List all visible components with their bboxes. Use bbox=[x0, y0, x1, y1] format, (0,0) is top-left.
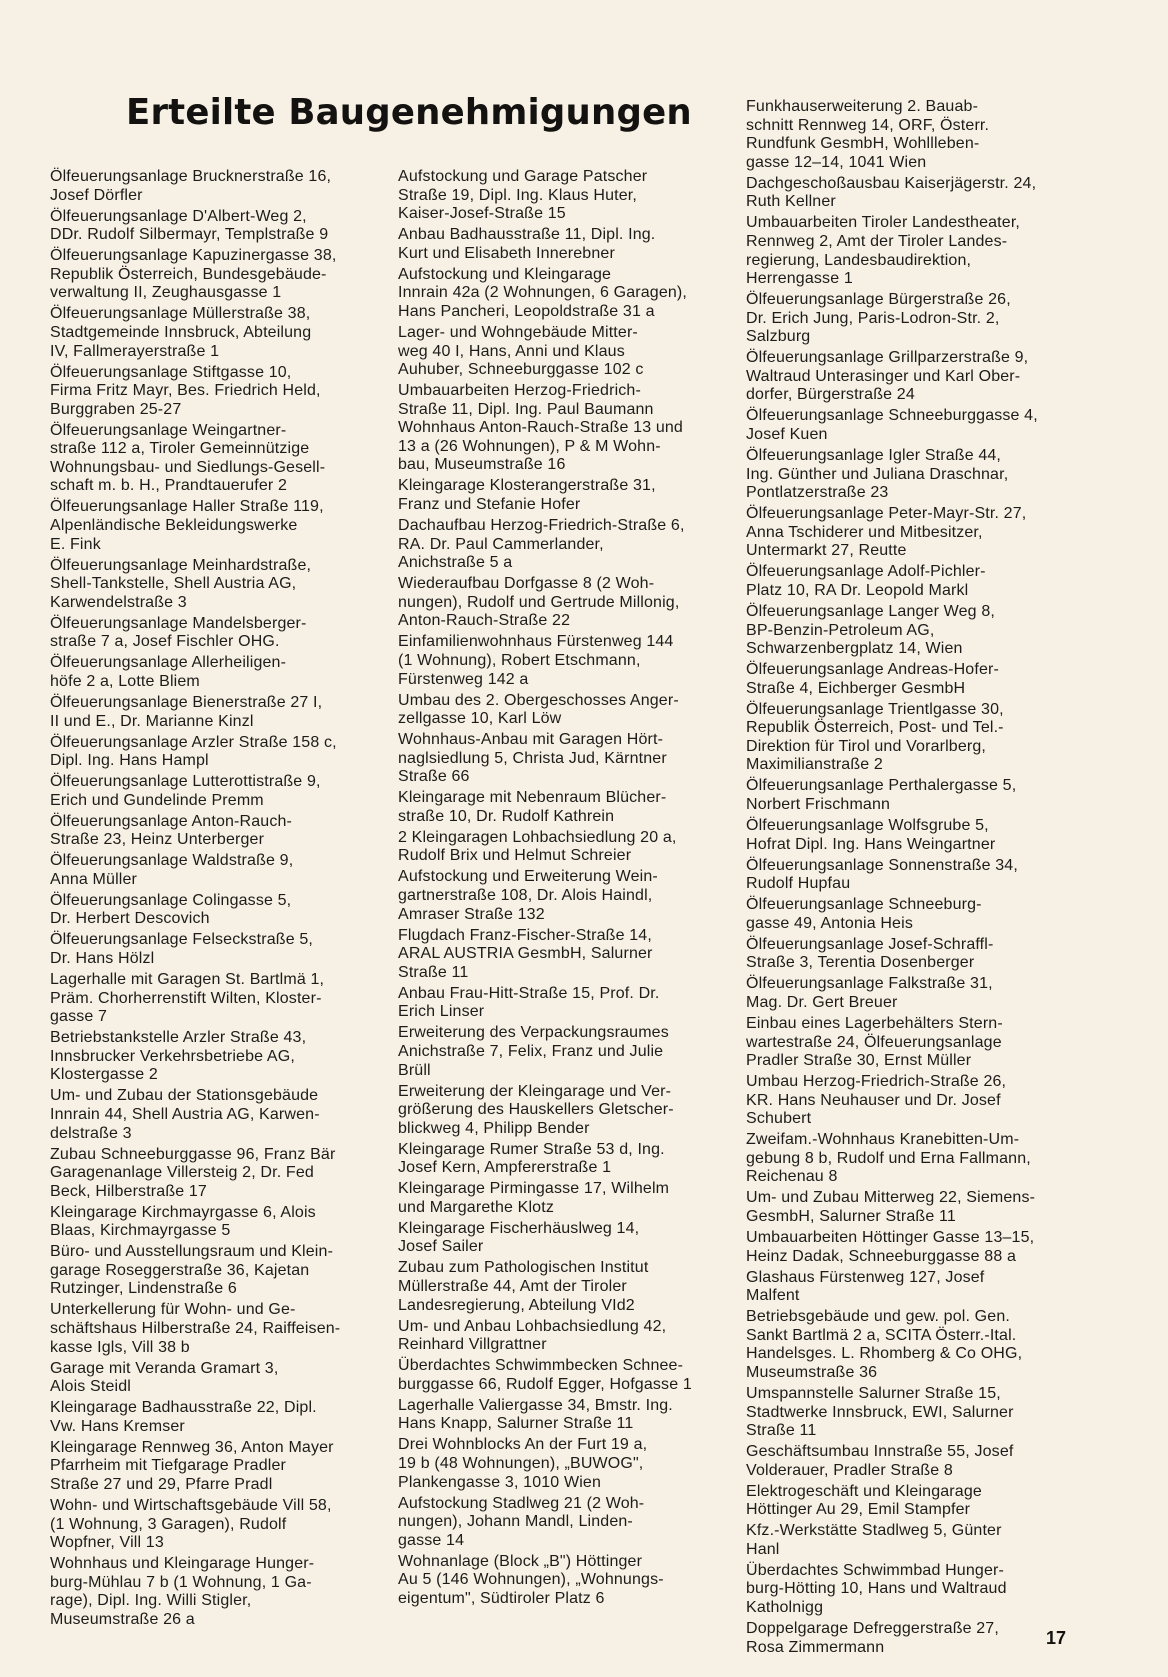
permit-entry: Ölfeuerungsanlage Adolf-Pichler- Platz 10, RA Dr. Leopold Markl bbox=[746, 563, 986, 599]
permit-entry: Ölfeuerungsanlage Falkstraße 31, Mag. Dr. Gert Breuer bbox=[746, 975, 993, 1011]
permit-entry: Erweiterung des Verpackungsraumes Anichstraße 7, Felix, Franz und Julie Brüll bbox=[398, 1024, 669, 1079]
permit-entry: Lagerhalle mit Garagen St. Bartlmä 1, Präm. Chorherrenstift Wilten, Kloster- gasse 7 bbox=[50, 970, 325, 1026]
permit-entry: Drei Wohnblocks An der Furt 19 a, 19 b (48 Wohnungen), „BUWOG", Plankengasse 3, 1010 Wien bbox=[398, 1436, 648, 1491]
permit-entry: Ölfeuerungsanlage Lutterottistraße 9, Erich und Gundelinde Premm bbox=[50, 773, 321, 809]
permit-entry: Kleingarage Rennweg 36, Anton Mayer Pfarrheim mit Tiefgarage Pradler Straße 27 und 29, Pfarre Pradl bbox=[50, 1438, 334, 1493]
permit-entry: Betriebstankstelle Arzler Straße 43, Innsbrucker Verkehrsbetriebe AG, Klostergasse 2 bbox=[50, 1029, 307, 1084]
permit-entry: Ölfeuerungsanlage Arzler Straße 158 c, Dipl. Ing. Hans Hampl bbox=[50, 733, 337, 770]
permit-entry: Ölfeuerungsanlage Colingasse 5, Dr. Herbert Descovich bbox=[50, 891, 292, 928]
permit-entry: Anbau Badhausstraße 11, Dipl. Ing. Kurt und Elisabeth Innerebner bbox=[398, 226, 656, 262]
permit-entry: Umspannstelle Salurner Straße 15, Stadtwerke Innsbruck, EWI, Salurner Straße 11 bbox=[746, 1384, 1014, 1440]
permit-entry: Ölfeuerungsanlage Igler Straße 44, Ing. Günther und Juliana Draschnar, Pontlatzerstraße 23 bbox=[746, 447, 1009, 502]
permit-entry: Kleingarage Kirchmayrgasse 6, Alois Blaas, Kirchmayrgasse 5 bbox=[50, 1203, 316, 1240]
permit-entry: Lager- und Wohngebäude Mitter- weg 40 I, Hans, Anni und Klaus Auhuber, Schneeburggasse 102 c bbox=[398, 323, 644, 379]
permit-entry: Dachgeschoßausbau Kaiserjägerstr. 24, Ruth Kellner bbox=[746, 174, 1037, 211]
permit-entry: Kfz.-Werkstätte Stadlweg 5, Günter Hanl bbox=[746, 1522, 1002, 1558]
permit-entry: Einfamilienwohnhaus Fürstenweg 144 (1 Wohnung), Robert Etschmann, Fürstenweg 142 a bbox=[398, 633, 674, 688]
permit-entry: Kleingarage Pirmingasse 17, Wilhelm und Margarethe Klotz bbox=[398, 1180, 670, 1216]
permit-entry: 2 Kleingaragen Lohbachsiedlung 20 a, Rudolf Brix und Helmut Schreier bbox=[398, 828, 677, 865]
permit-entry: Kleingarage mit Nebenraum Blücher- straße 10, Dr. Rudolf Kathrein bbox=[398, 789, 667, 825]
permit-entry: Ölfeuerungsanlage Brucknerstraße 16, Josef Dörfler bbox=[50, 168, 332, 204]
permit-entry: Ölfeuerungsanlage Langer Weg 8, BP-Benzin-Petroleum AG, Schwarzenbergplatz 14, Wien bbox=[746, 602, 995, 658]
permit-entry: Um- und Anbau Lohbachsiedlung 42, Reinhard Villgrattner bbox=[398, 1317, 667, 1354]
permit-entry: Kleingarage Fischerhäuslweg 14, Josef Sailer bbox=[398, 1219, 640, 1256]
permit-entry: Umbauarbeiten Herzog-Friedrich- Straße 11, Dipl. Ing. Paul Baumann Wohnhaus Anton-Rauch-Straße 13 und 13 a (26 Wohnungen), P & M Wohn- bau, Museumstraße 16 bbox=[398, 382, 683, 474]
permit-entry: Unterkellerung für Wohn- und Ge- schäftshaus Hilberstraße 24, Raiffeisen- kasse Igls, Vill 38 b bbox=[50, 1301, 341, 1356]
column-1 bbox=[50, 168, 372, 1632]
permit-entry: Ölfeuerungsanlage Haller Straße 119, Alpenländische Bekleidungswerke E. Fink bbox=[50, 498, 324, 553]
permit-entry: Ölfeuerungsanlage Stiftgasse 10, Firma Fritz Mayr, Bes. Friedrich Held, Burggraben 25-27 bbox=[50, 363, 321, 418]
permit-entry: Ölfeuerungsanlage Andreas-Hofer- Straße 4, Eichberger GesmbH bbox=[746, 661, 999, 697]
permit-entry: Ölfeuerungsanlage Bienerstraße 27 I, II und E., Dr. Marianne Kinzl bbox=[50, 693, 323, 730]
permit-entry: Glashaus Fürstenweg 127, Josef Malfent bbox=[746, 1268, 985, 1305]
permit-entry: Ölfeuerungsanlage Schneeburggasse 4, Josef Kuen bbox=[746, 407, 1038, 444]
permit-entry: Wohnhaus-Anbau mit Garagen Hört- naglsiedlung 5, Christa Jud, Kärntner Straße 66 bbox=[398, 731, 667, 786]
permit-entry: Ölfeuerungsanlage Sonnenstraße 34, Rudolf Hupfau bbox=[746, 856, 1018, 893]
permit-entry: Anbau Frau-Hitt-Straße 15, Prof. Dr. Erich Linser bbox=[398, 984, 660, 1021]
column-3 bbox=[746, 98, 1068, 1660]
permit-entry: Wiederaufbau Dorfgasse 8 (2 Woh- nungen), Rudolf und Gertrude Millonig, Anton-Rauch-Straße 22 bbox=[398, 575, 680, 630]
permit-entry: Überdachtes Schwimmbecken Schnee- burggasse 66, Rudolf Egger, Hofgasse 1 bbox=[398, 1357, 692, 1393]
permit-entry: Kleingarage Rumer Straße 53 d, Ing. Josef Kern, Ampfererstraße 1 bbox=[398, 1140, 665, 1177]
permit-entry: Aufstockung und Garage Patscher Straße 19, Dipl. Ing. Klaus Huter, Kaiser-Josef-Straße 15 bbox=[398, 168, 648, 223]
permit-entry: Um- und Zubau Mitterweg 22, Siemens- GesmbH, Salurner Straße 11 bbox=[746, 1189, 1036, 1226]
permit-entry: Wohn- und Wirtschaftsgebäude Vill 58, (1 Wohnung, 3 Garagen), Rudolf Wopfner, Vill 13 bbox=[50, 1496, 332, 1552]
permit-entry: Überdachtes Schwimmbad Hunger- burg-Hötting 10, Hans und Waltraud Katholnigg bbox=[746, 1561, 1007, 1617]
permit-entry: Umbau des 2. Obergeschosses Anger- zellgasse 10, Karl Löw bbox=[398, 691, 679, 728]
permit-entry: Ölfeuerungsanlage Trientlgasse 30, Republik Österreich, Post- und Tel.- Direktion für Tirol und Vorarlberg, Maximilianstraße 2 bbox=[746, 700, 1004, 774]
permit-entry: Doppelgarage Defreggerstraße 27, Rosa Zimmermann bbox=[746, 1620, 999, 1656]
permit-entry: Aufstockung und Kleingarage Innrain 42a (2 Wohnungen, 6 Garagen), Hans Pancheri, Leopoldstraße 31 a bbox=[398, 265, 688, 320]
permit-entry: Aufstockung Stadlweg 21 (2 Woh- nungen), Johann Mandl, Linden- gasse 14 bbox=[398, 1494, 645, 1549]
permit-entry: Ölfeuerungsanlage D'Albert-Weg 2, DDr. Rudolf Silbermayr, Templstraße 9 bbox=[50, 207, 329, 244]
permit-entry: Ölfeuerungsanlage Josef-Schraffl- Straße 3, Terentia Dosenberger bbox=[746, 935, 994, 972]
permit-entry: Ölfeuerungsanlage Waldstraße 9, Anna Müller bbox=[50, 852, 294, 888]
permit-entry: Büro- und Ausstellungsraum und Klein- garage Roseggerstraße 36, Kajetan Rutzinger, Lindenstraße 6 bbox=[50, 1243, 334, 1298]
permit-entry: Betriebsgebäude und gew. pol. Gen. Sankt Bartlmä 2 a, SCITA Österr.-Ital. Handelsges. L. Rhomberg & Co OHG, Museumstraße 36 bbox=[746, 1308, 1023, 1381]
permit-entry: Garage mit Veranda Gramart 3, Alois Steidl bbox=[50, 1359, 279, 1396]
permit-entry: Flugdach Franz-Fischer-Straße 14, ARAL AUSTRIA GesmbH, Salurner Straße 11 bbox=[398, 926, 653, 981]
permit-entry: Umbauarbeiten Höttinger Gasse 13–15, Heinz Dadak, Schneeburggasse 88 a bbox=[746, 1229, 1035, 1265]
permit-entry: Funkhauserweiterung 2. Bauab- schnitt Rennweg 14, ORF, Österr. Rundfunk GesmbH, Wohllleben- gasse 12–14, 1041 Wien bbox=[746, 98, 990, 171]
permit-entry: Ölfeuerungsanlage Perthalergasse 5, Norbert Frischmann bbox=[746, 777, 1017, 814]
permit-entry: Ölfeuerungsanlage Weingartner- straße 112 a, Tiroler Gemeinnützige Wohnungsbau- und Siedlungs-Gesell- schaft m. b. H., Prandtauerufer 2 bbox=[50, 421, 326, 495]
permit-entry: Ölfeuerungsanlage Anton-Rauch- Straße 23, Heinz Unterberger bbox=[50, 812, 292, 849]
permit-entry: Zweifam.-Wohnhaus Kranebitten-Um- gebung 8 b, Rudolf und Erna Fallmann, Reichenau 8 bbox=[746, 1131, 1031, 1186]
permit-entry: Ölfeuerungsanlage Mandelsberger- straße 7 a, Josef Fischler OHG. bbox=[50, 614, 307, 651]
permit-entry: Um- und Zubau der Stationsgebäude Innrain 44, Shell Austria AG, Karwen- delstraße 3 bbox=[50, 1087, 320, 1142]
permit-entry: Geschäftsumbau Innstraße 55, Josef Volderauer, Pradler Straße 8 bbox=[746, 1443, 1014, 1479]
permit-entry: Erweiterung der Kleingarage und Ver- größerung des Hauskellers Gletscher- blickweg 4, Philipp Bender bbox=[398, 1082, 674, 1137]
permit-entry: Wohnhaus und Kleingarage Hunger- burg-Mühlau 7 b (1 Wohnung, 1 Ga- rage), Dipl. Ing. Willi Stigler, Museumstraße 26 a bbox=[50, 1555, 315, 1628]
page-title: Erteilte Baugenehmigungen bbox=[126, 92, 692, 133]
permit-entry: Wohnanlage (Block „B") Höttinger Au 5 (146 Wohnungen), „Wohnungs- eigentum", Südtiroler Platz 6 bbox=[398, 1552, 664, 1607]
page-number: 17 bbox=[1046, 1628, 1067, 1648]
permit-entry: Zubau Schneeburggasse 96, Franz Bär Garagenanlage Villersteig 2, Dr. Fed Beck, Hilberstraße 17 bbox=[50, 1145, 336, 1200]
permit-entry: Kleingarage Badhausstraße 22, Dipl. Vw. Hans Kremser bbox=[50, 1399, 317, 1435]
permit-entry: Dachaufbau Herzog-Friedrich-Straße 6, RA. Dr. Paul Cammerlander, Anichstraße 5 a bbox=[398, 517, 685, 572]
column-2 bbox=[398, 168, 720, 1611]
permit-entry: Ölfeuerungsanlage Peter-Mayr-Str. 27, Anna Tschiderer und Mitbesitzer, Untermarkt 27, Reutte bbox=[746, 505, 1027, 560]
permit-entry: Ölfeuerungsanlage Schneeburg- gasse 49, Antonia Heis bbox=[746, 896, 982, 932]
permit-entry: Einbau eines Lagerbehälters Stern- wartestraße 24, Ölfeuerungsanlage Pradler Straße 30, Ernst Müller bbox=[746, 1014, 1003, 1070]
permit-entry: Zubau zum Pathologischen Institut Müllerstraße 44, Amt der Tiroler Landesregierung, Abteilung VId2 bbox=[398, 1259, 649, 1314]
permit-entry: Ölfeuerungsanlage Kapuzinergasse 38, Republik Österreich, Bundesgebäude- verwaltung II, Zeughausgasse 1 bbox=[50, 247, 337, 302]
permit-entry: Umbauarbeiten Tiroler Landestheater, Rennweg 2, Amt der Tiroler Landes- regierung, Landesbaudirektion, Herrengasse 1 bbox=[746, 214, 1021, 288]
permit-entry: Ölfeuerungsanlage Wolfsgrube 5, Hofrat Dipl. Ing. Hans Weingartner bbox=[746, 817, 996, 853]
permit-entry: Ölfeuerungsanlage Allerheiligen- höfe 2 a, Lotte Bliem bbox=[50, 654, 287, 690]
permit-entry: Kleingarage Klosterangerstraße 31, Franz und Stefanie Hofer bbox=[398, 477, 656, 514]
permit-entry: Ölfeuerungsanlage Müllerstraße 38, Stadtgemeinde Innsbruck, Abteilung IV, Fallmerayerstraße 1 bbox=[50, 305, 312, 360]
permit-entry: Umbau Herzog-Friedrich-Straße 26, KR. Hans Neuhauser und Dr. Josef Schubert bbox=[746, 1073, 1007, 1128]
permit-entry: Ölfeuerungsanlage Meinhardstraße, Shell-Tankstelle, Shell Austria AG, Karwendelstraße 3 bbox=[50, 556, 312, 611]
permit-entry: Lagerhalle Valiergasse 34, Bmstr. Ing. Hans Knapp, Salurner Straße 11 bbox=[398, 1396, 673, 1433]
permit-entry: Elektrogeschäft und Kleingarage Höttinger Au 29, Emil Stampfer bbox=[746, 1482, 982, 1519]
permit-entry: Aufstockung und Erweiterung Wein- gartnerstraße 108, Dr. Alois Haindl, Amraser Straße 132 bbox=[398, 868, 658, 923]
permit-entry: Ölfeuerungsanlage Grillparzerstraße 9, Waltraud Unterasinger und Karl Ober- dorfer, Bürgerstraße 24 bbox=[746, 349, 1029, 404]
permit-entry: Ölfeuerungsanlage Bürgerstraße 26, Dr. Erich Jung, Paris-Lodron-Str. 2, Salzburg bbox=[746, 291, 1011, 346]
permit-entry: Ölfeuerungsanlage Felseckstraße 5, Dr. Hans Hölzl bbox=[50, 931, 314, 967]
